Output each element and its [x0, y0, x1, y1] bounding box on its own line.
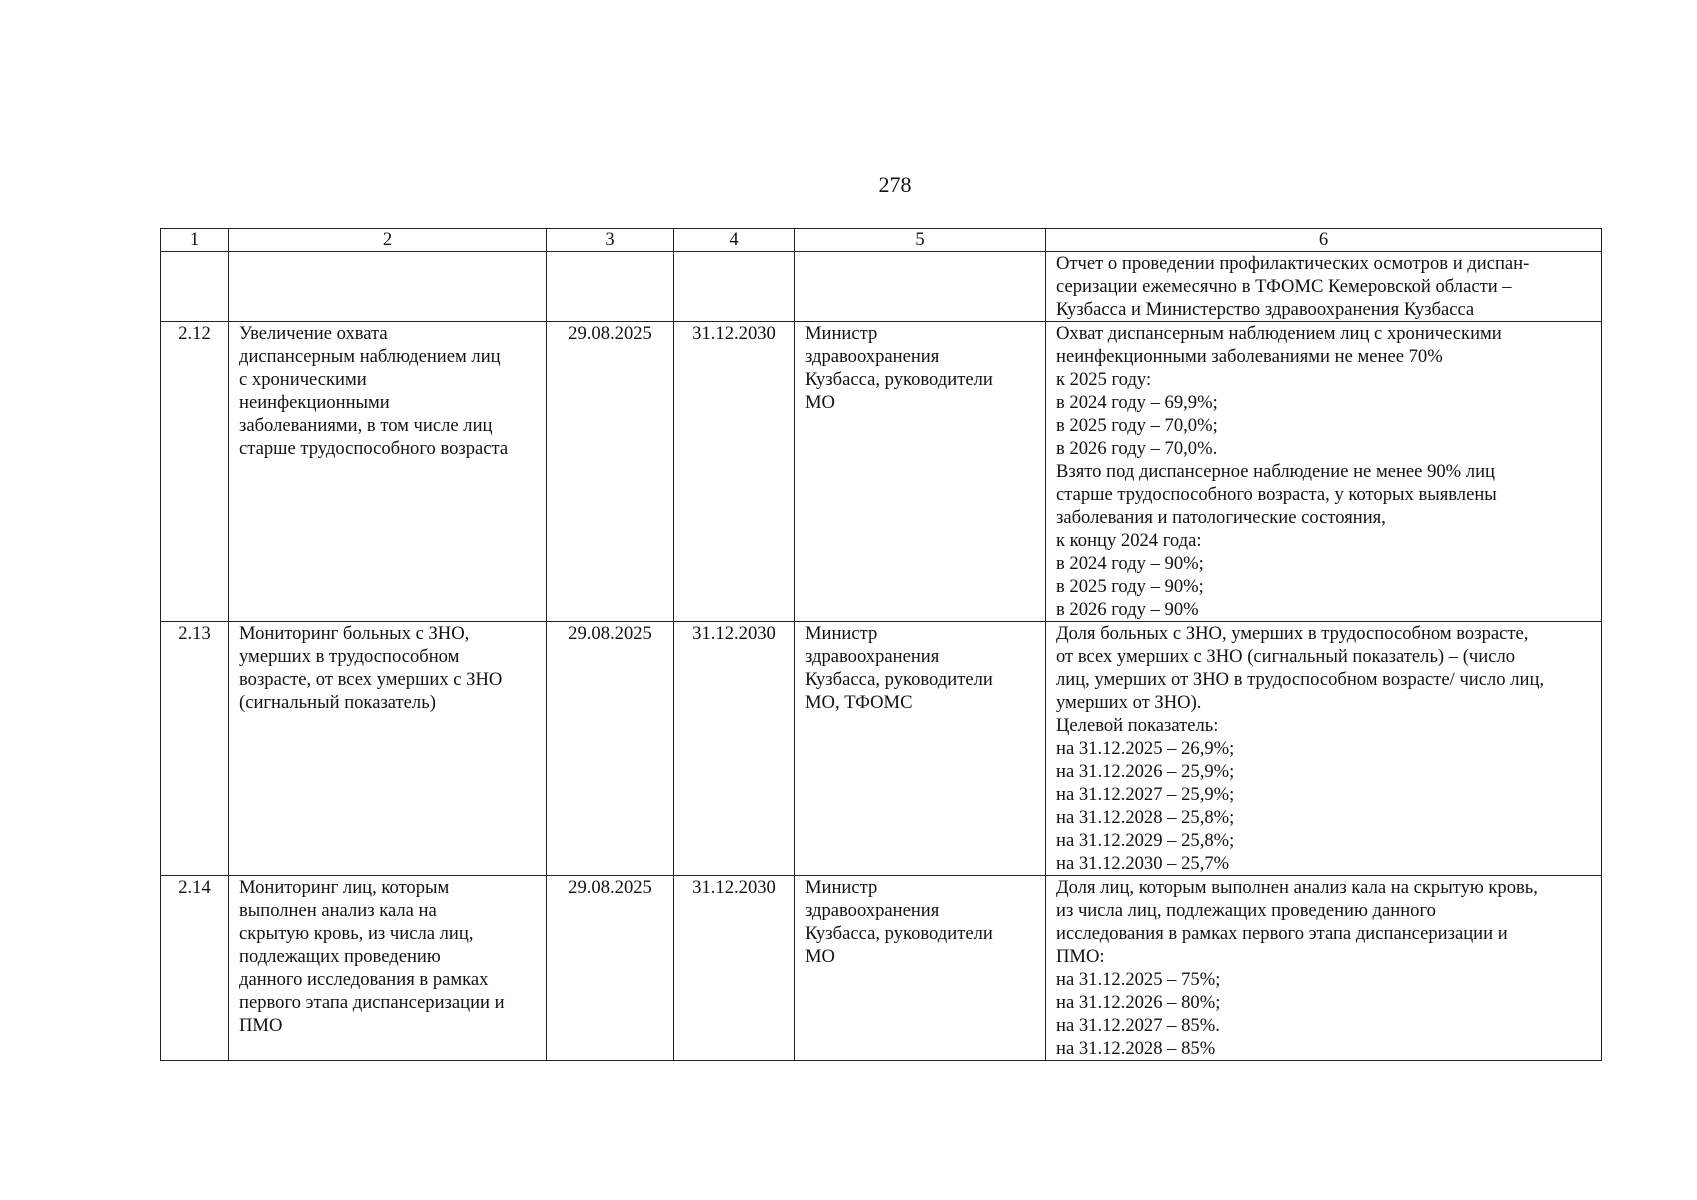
result-cell-line: в 2024 году – 69,9%;	[1056, 392, 1218, 413]
result-cell	[1046, 876, 1602, 1061]
result-cell-line: в 2025 году – 70,0%;	[1056, 415, 1218, 436]
row-number-cell	[161, 252, 229, 322]
activity-name-cell	[229, 622, 547, 876]
responsible-cell-line: Кузбасса, руководители	[805, 923, 993, 944]
table-row	[161, 322, 1602, 622]
responsible-cell-line: здравоохранения	[805, 646, 940, 667]
result-cell	[1046, 622, 1602, 876]
row-number-cell: 2.14	[161, 876, 229, 1061]
table-header-row	[161, 229, 1602, 252]
end-date-cell	[674, 252, 795, 322]
responsible-cell-line: МО	[805, 946, 835, 967]
column-header-1: 1	[161, 229, 229, 252]
result-cell-line: Охват диспансерным наблюдением лиц с хроническими	[1056, 323, 1502, 344]
responsible-cell	[795, 876, 1046, 1061]
result-cell-line: старше трудоспособного возраста, у которых выявлены	[1056, 484, 1497, 505]
result-cell-line: серизации ежемесячно в ТФОМС Кемеровской области –	[1056, 276, 1512, 297]
end-date-cell: 31.12.2030	[674, 876, 795, 1061]
result-cell-line: заболевания и патологические состояния,	[1056, 507, 1386, 528]
activity-name-cell-line: заболеваниями, в том числе лиц	[239, 415, 493, 436]
result-cell-line: из числа лиц, подлежащих проведению данного	[1056, 900, 1436, 921]
end-date-cell: 31.12.2030	[674, 322, 795, 622]
result-cell-line: на 31.12.2025 – 26,9%;	[1056, 738, 1235, 759]
activity-name-cell	[229, 322, 547, 622]
activity-name-cell	[229, 252, 547, 322]
column-header-2: 2	[229, 229, 547, 252]
row-number-cell: 2.12	[161, 322, 229, 622]
result-cell-line: на 31.12.2028 – 25,8%;	[1056, 807, 1235, 828]
responsible-cell-line: Кузбасса, руководители	[805, 369, 993, 390]
activity-name-cell-line: выполнен анализ кала на	[239, 900, 437, 921]
activity-name-cell-line: подлежащих проведению	[239, 946, 441, 967]
result-cell-line: лиц, умерших от ЗНО в трудоспособном возрасте/ число лиц,	[1056, 669, 1545, 690]
responsible-cell-line: МО, ТФОМС	[805, 692, 913, 713]
result-cell-line: умерших от ЗНО).	[1056, 692, 1202, 713]
activity-name-cell-line: диспансерным наблюдением лиц	[239, 346, 501, 367]
activities-table	[160, 228, 1602, 1061]
column-header-4: 4	[674, 229, 795, 252]
result-cell-line: Кузбасса и Министерство здравоохранения Кузбасса	[1056, 299, 1475, 320]
activity-name-cell-line: Мониторинг больных с ЗНО,	[239, 623, 470, 644]
start-date-cell	[547, 252, 674, 322]
result-cell-line: на 31.12.2025 – 75%;	[1056, 969, 1221, 990]
result-cell-line: ПМО:	[1056, 946, 1105, 967]
responsible-cell	[795, 252, 1046, 322]
result-cell-line: Взято под диспансерное наблюдение не менее 90% лиц	[1056, 461, 1495, 482]
table-body	[161, 252, 1602, 1061]
activity-name-cell-line: умерших в трудоспособном	[239, 646, 460, 667]
result-cell-line: на 31.12.2027 – 25,9%;	[1056, 784, 1235, 805]
activity-name-cell-line: с хроническими	[239, 369, 367, 390]
table-row	[161, 252, 1602, 322]
table-row	[161, 876, 1602, 1061]
activity-name-cell-line: (сигнальный показатель)	[239, 692, 436, 713]
responsible-cell	[795, 322, 1046, 622]
result-cell-line: к концу 2024 года:	[1056, 530, 1202, 551]
activity-name-cell-line: ПМО	[239, 1015, 283, 1036]
responsible-cell-line: Министр	[805, 623, 878, 644]
column-header-6: 6	[1046, 229, 1602, 252]
responsible-cell	[795, 622, 1046, 876]
result-cell-line: на 31.12.2027 – 85%.	[1056, 1015, 1220, 1036]
responsible-cell-line: Министр	[805, 323, 878, 344]
start-date-cell: 29.08.2025	[547, 622, 674, 876]
start-date-cell: 29.08.2025	[547, 876, 674, 1061]
responsible-cell-line: здравоохранения	[805, 346, 940, 367]
result-cell-line: Доля лиц, которым выполнен анализ кала на скрытую кровь,	[1056, 877, 1538, 898]
result-cell-line: в 2026 году – 70,0%.	[1056, 438, 1218, 459]
responsible-cell-line: Министр	[805, 877, 878, 898]
responsible-cell-line: Кузбасса, руководители	[805, 669, 993, 690]
result-cell-line: Целевой показатель:	[1056, 715, 1219, 736]
result-cell-line: Отчет о проведении профилактических осмотров и диспан-	[1056, 253, 1530, 274]
activity-name-cell	[229, 876, 547, 1061]
result-cell-line: в 2025 году – 90%;	[1056, 576, 1204, 597]
end-date-cell: 31.12.2030	[674, 622, 795, 876]
start-date-cell: 29.08.2025	[547, 322, 674, 622]
column-header-3: 3	[547, 229, 674, 252]
page-number: 278	[878, 172, 912, 197]
result-cell-line: на 31.12.2026 – 80%;	[1056, 992, 1221, 1013]
result-cell	[1046, 252, 1602, 322]
activity-name-cell-line: возрасте, от всех умерших с ЗНО	[239, 669, 503, 690]
result-cell-line: от всех умерших с ЗНО (сигнальный показатель) – (число	[1056, 646, 1516, 667]
activity-name-cell-line: первого этапа диспансеризации и	[239, 992, 505, 1013]
result-cell-line: исследования в рамках первого этапа диспансеризации и	[1056, 923, 1508, 944]
activity-name-cell-line: скрытую кровь, из числа лиц,	[239, 923, 474, 944]
activity-name-cell-line: Мониторинг лиц, которым	[239, 877, 450, 898]
column-header-5: 5	[795, 229, 1046, 252]
result-cell-line: в 2026 году – 90%	[1056, 599, 1199, 620]
result-cell-line: на 31.12.2028 – 85%	[1056, 1038, 1216, 1059]
result-cell-line: к 2025 году:	[1056, 369, 1152, 390]
responsible-cell-line: здравоохранения	[805, 900, 940, 921]
result-cell-line: в 2024 году – 90%;	[1056, 553, 1204, 574]
table-row	[161, 622, 1602, 876]
result-cell	[1046, 322, 1602, 622]
result-cell-line: на 31.12.2029 – 25,8%;	[1056, 830, 1235, 851]
activity-name-cell-line: неинфекционными	[239, 392, 390, 413]
activity-name-cell-line: Увеличение охвата	[239, 323, 388, 344]
activity-name-cell-line: старше трудоспособного возраста	[239, 438, 509, 459]
row-number-cell: 2.13	[161, 622, 229, 876]
result-cell-line: на 31.12.2026 – 25,9%;	[1056, 761, 1235, 782]
result-cell-line: Доля больных с ЗНО, умерших в трудоспособном возрасте,	[1056, 623, 1529, 644]
responsible-cell-line: МО	[805, 392, 835, 413]
result-cell-line: на 31.12.2030 – 25,7%	[1056, 853, 1230, 874]
result-cell-line: неинфекционными заболеваниями не менее 70%	[1056, 346, 1443, 367]
activity-name-cell-line: данного исследования в рамках	[239, 969, 489, 990]
